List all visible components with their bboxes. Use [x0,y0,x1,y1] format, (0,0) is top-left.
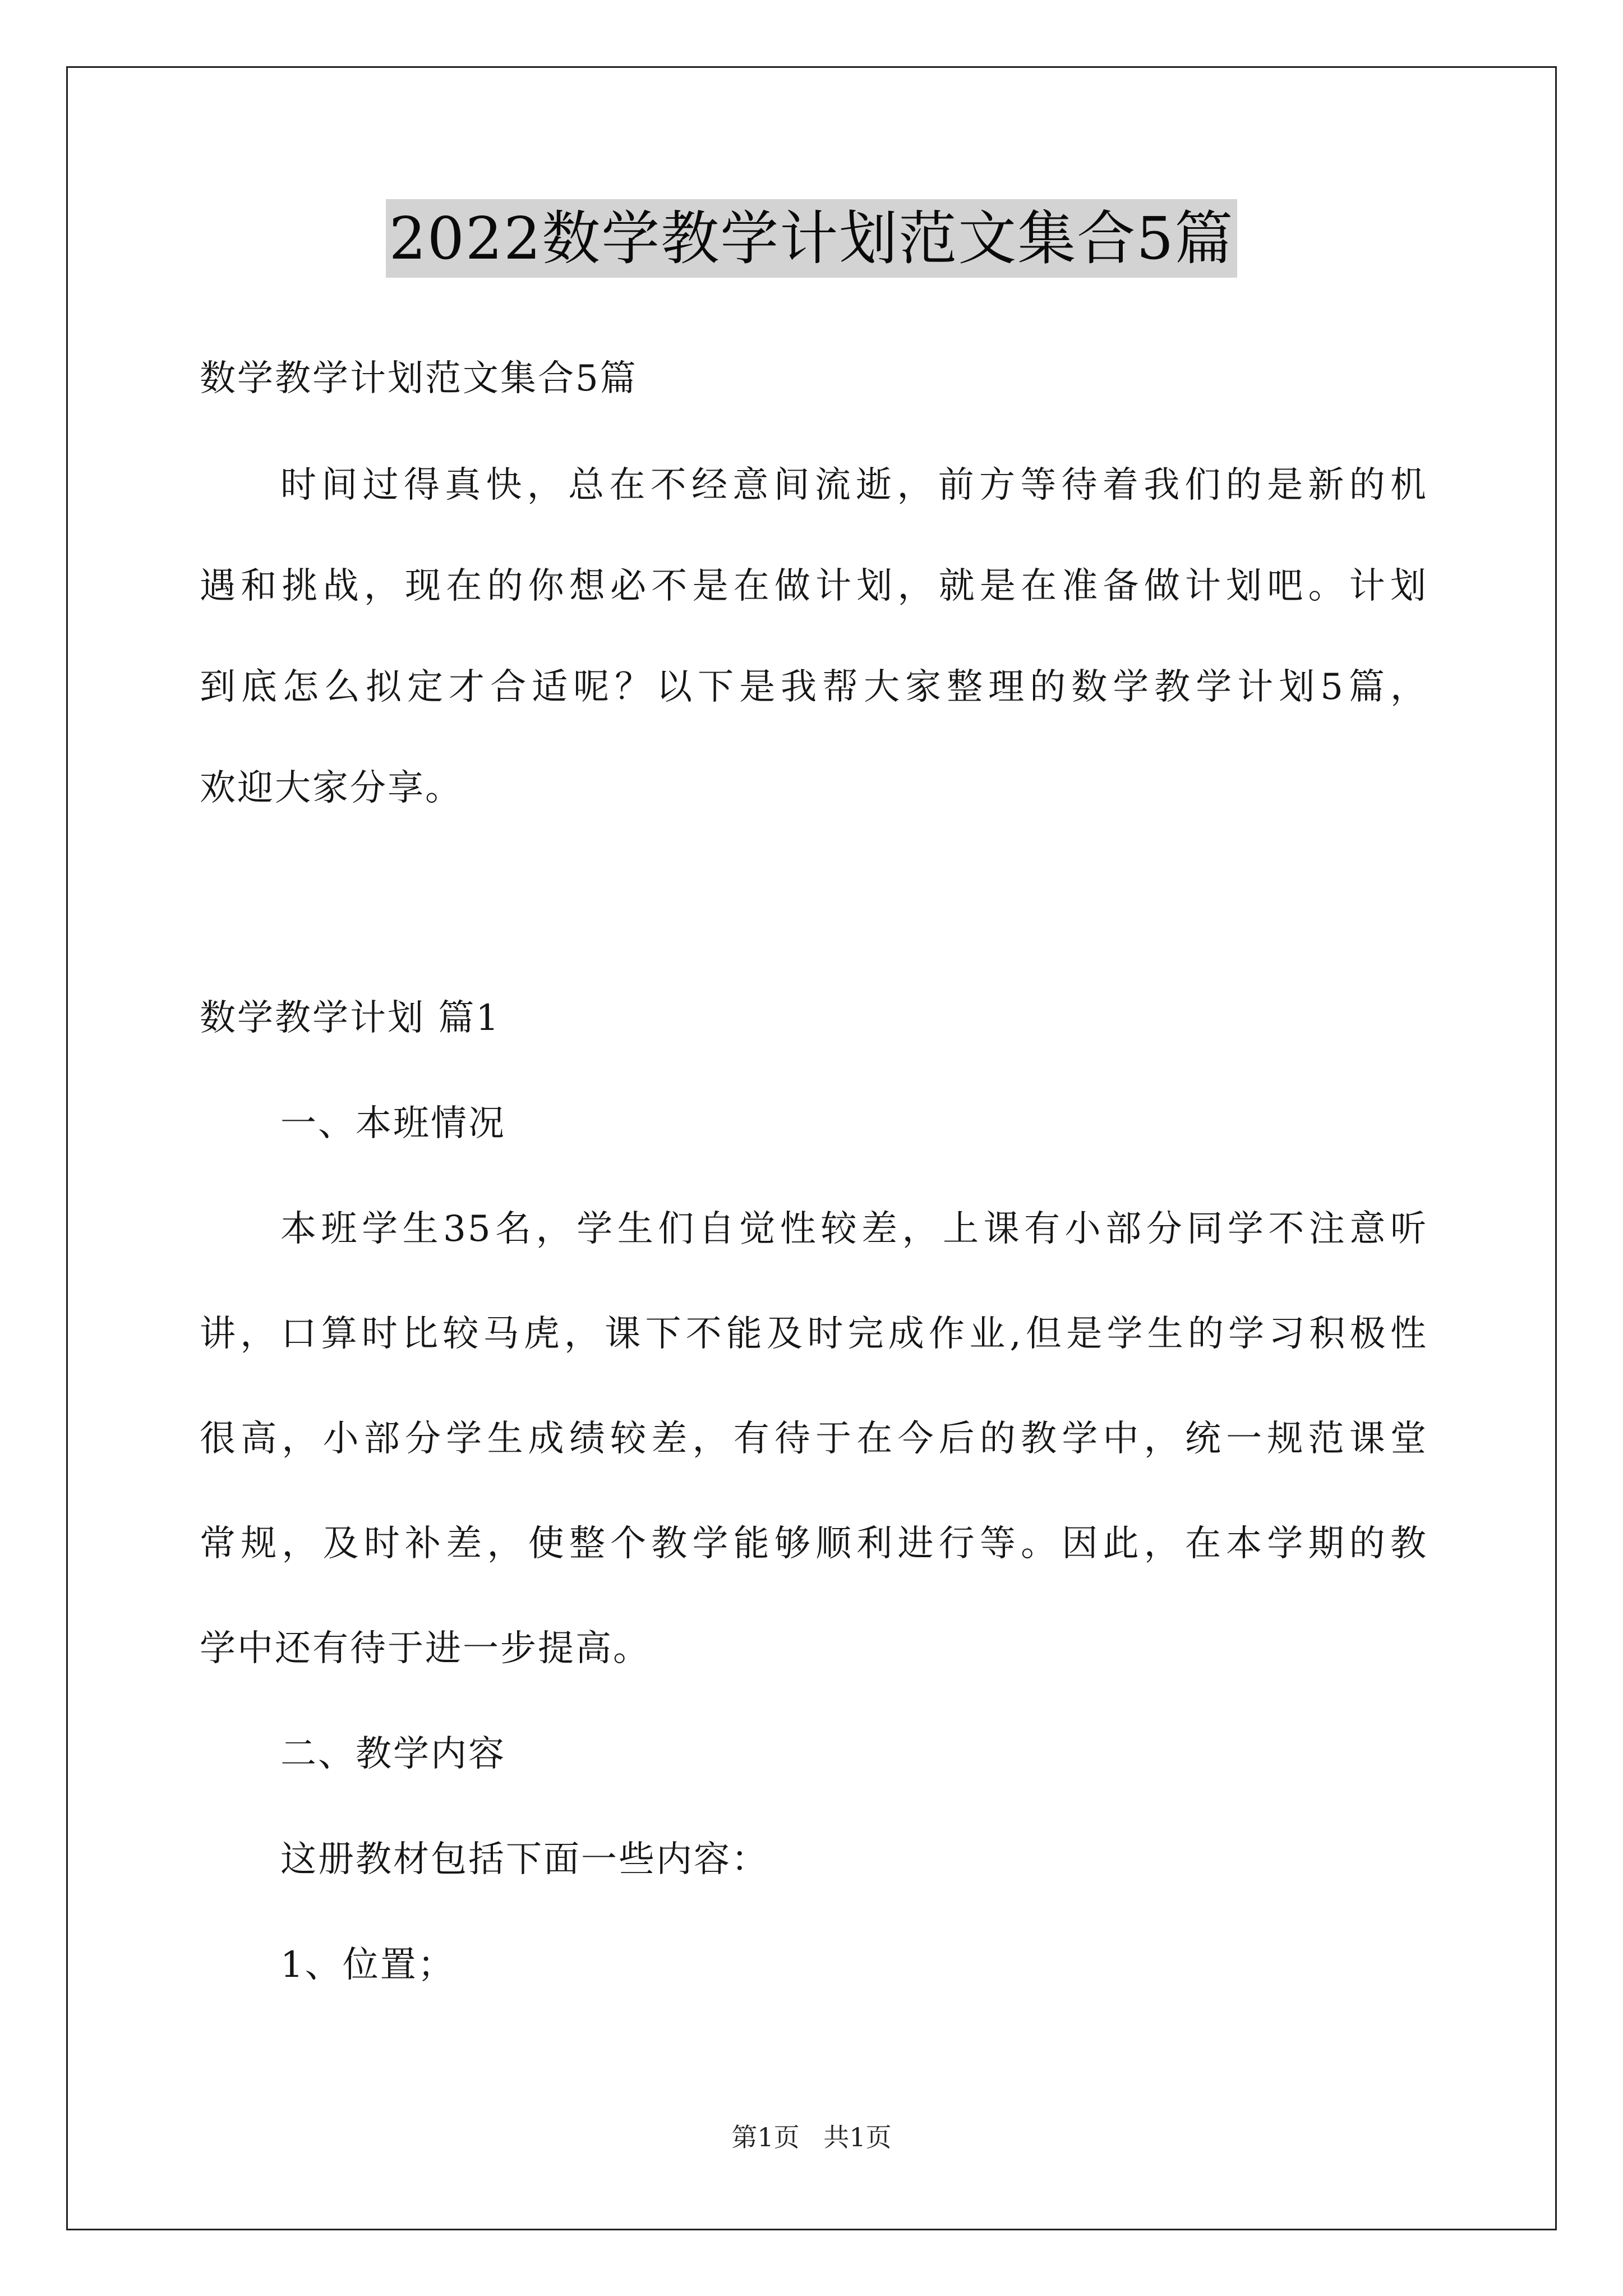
part1-line-2: 讲，口算时比较马虎，课下不能及时完成作业,但是学生的学习积极性 [200,1313,1428,1355]
document-title: 2022数学教学计划范文集合5篇 [386,199,1238,278]
part1-line-5: 学中还有待于进一步提高。 [200,1628,651,1669]
intro-line-1: 时间过得真快，总在不经意间流逝，前方等待着我们的是新的机 [280,464,1428,506]
page-footer [0,2120,1623,2154]
title-container [0,199,1623,278]
list-item-1: 1、位置； [280,1944,455,1986]
part1-line-3: 很高，小部分学生成绩较差，有待于在今后的教学中，统一规范课堂 [200,1418,1428,1460]
part2-heading: 二、教学内容 [280,1733,506,1775]
intro-line-3: 到底怎么拟定才合适呢？以下是我帮大家整理的数学教学计划5篇， [200,666,1428,708]
document-subtitle: 数学教学计划范文集合5篇 [200,358,638,399]
page-number-total: 共1页 [823,2122,892,2152]
page-number-current: 第1页 [731,2122,800,2152]
part1-heading: 一、本班情况 [280,1103,506,1144]
part2-intro: 这册教材包括下面一些内容： [280,1839,769,1880]
section-heading: 数学教学计划 篇1 [200,997,501,1039]
part1-line-4: 常规，及时补差，使整个教学能够顺利进行等。因此，在本学期的教 [200,1523,1428,1565]
intro-line-2: 遇和挑战，现在的你想必不是在做计划，就是在准备做计划吧。计划 [200,565,1428,607]
intro-line-4: 欢迎大家分享。 [200,767,463,809]
part1-line-1: 本班学生35名，学生们自觉性较差，上课有小部分同学不注意听 [280,1208,1428,1250]
